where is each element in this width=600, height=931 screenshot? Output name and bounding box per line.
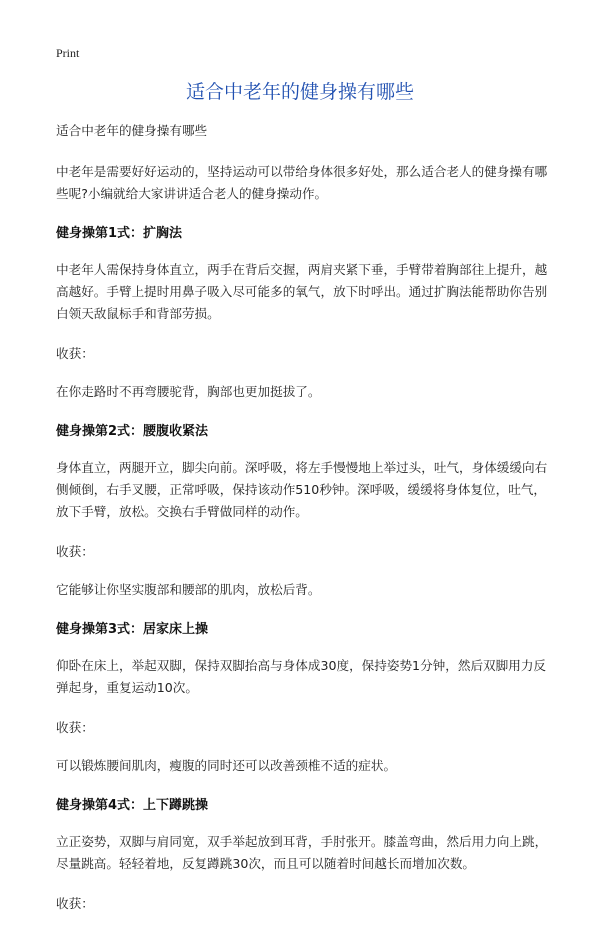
section-heading-3: 健身操第3式：居家床上操	[56, 622, 209, 637]
harvest-label-1: 收获：	[56, 346, 94, 361]
harvest-text-2: 它能够让你坚实腹部和腰部的肌肉，放松后背。	[56, 582, 321, 597]
section-body-1: 中老年人需保持身体直立，两手在背后交握，两肩夹紧下垂，手臂带着胸部往上提升，越高越好。手臂上提时用鼻子吸入尽可能多的氧气，放下时呼出。通过扩胸法能帮助你告别白领天敌鼠标手和背部劳损。	[56, 262, 548, 321]
section-body-4: 立正姿势，双脚与肩同宽，双手举起放到耳背，手肘张开。膝盖弯曲，然后用力向上跳，尽量跳高。轻轻着地，反复蹲跳30次，而且可以随着时间越长而增加次数。	[56, 834, 548, 871]
section-heading-2: 健身操第2式：腰腹收紧法	[56, 424, 209, 439]
section-body-3: 仰卧在床上，举起双脚，保持双脚抬高与身体成30度，保持姿势1分钟，然后双脚用力反弹起身，重复运动10次。	[56, 658, 547, 695]
harvest-label-3: 收获：	[56, 720, 94, 735]
section-heading-1: 健身操第1式：扩胸法	[56, 226, 183, 241]
harvest-text-1: 在你走路时不再弯腰驼背，胸部也更加挺拔了。	[56, 384, 321, 399]
harvest-text-3: 可以锻炼腰间肌肉，瘦腹的同时还可以改善颈椎不适的症状。	[56, 758, 397, 773]
print-link[interactable]: Print	[56, 46, 80, 60]
section-heading-4: 健身操第4式：上下蹲跳操	[56, 798, 209, 813]
harvest-label-2: 收获：	[56, 544, 94, 559]
article-content	[56, 120, 548, 931]
intro-paragraph: 中老年是需要好好运动的，坚持运动可以带给身体很多好处，那么适合老人的健身操有哪些呢?小编就给大家讲讲适合老人的健身操动作。	[56, 164, 548, 201]
section-body-2: 身体直立，两腿开立，脚尖向前。深呼吸，将左手慢慢地上举过头，吐气，身体缓缓向右侧倾倒，右手叉腰，正常呼吸，保持该动作510秒钟。深呼吸，缓缓将身体复位，吐气，放下手臂，放松。交换右手臂做同样的动作。	[56, 460, 548, 519]
harvest-label-4: 收获：	[56, 896, 94, 911]
article-subtitle: 适合中老年的健身操有哪些	[56, 123, 208, 138]
page-title: 适合中老年的健身操有哪些	[185, 81, 414, 103]
